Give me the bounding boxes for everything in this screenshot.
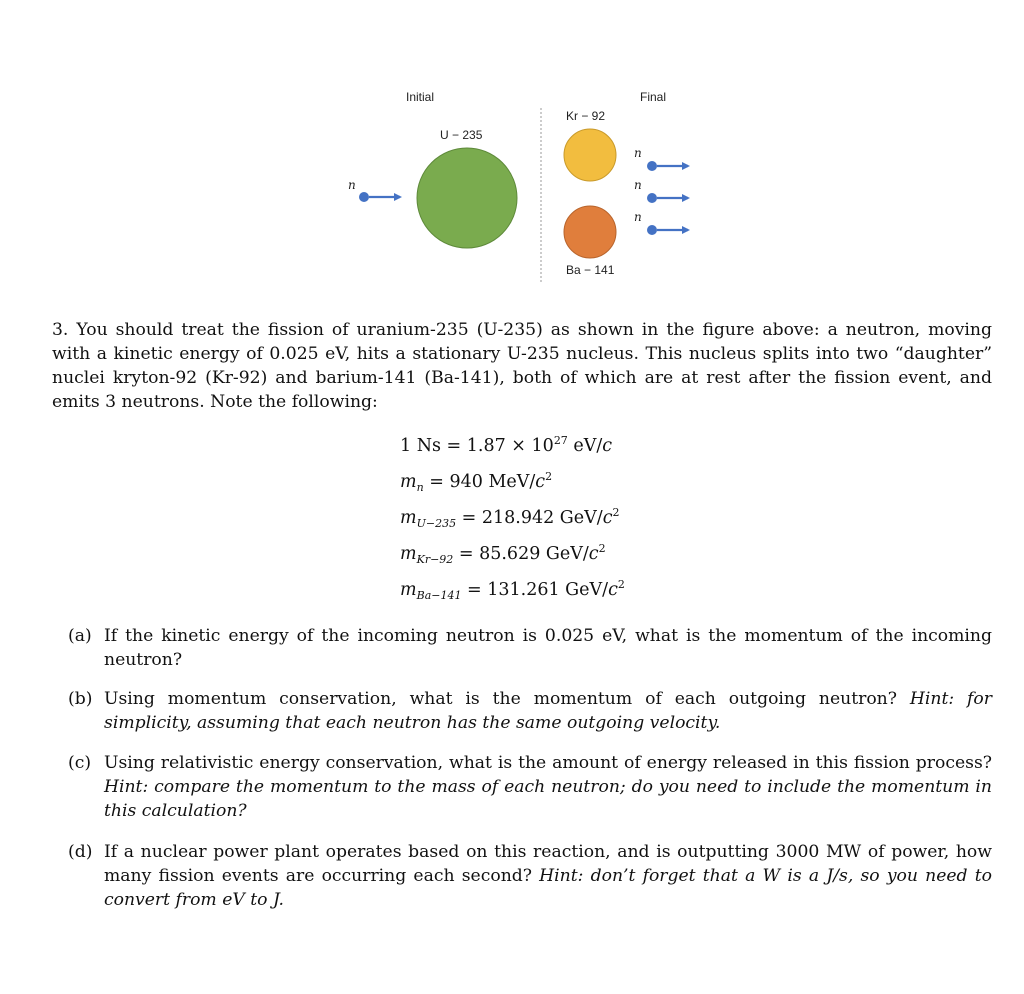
final-label: Final	[640, 90, 667, 104]
part-d-text: If a nuclear power plant operates based on this reaction, and is outputting 3000 MW of power, how many fission events are occurring each second?	[104, 842, 992, 886]
part-c	[68, 751, 992, 823]
kr92-nucleus	[564, 129, 616, 181]
eq-mass-neutron: $m_n = 940$ MeV/$c^2$	[400, 470, 553, 494]
outgoing-neutron-3	[647, 225, 657, 235]
part-b-label: (b)	[68, 689, 93, 709]
eq-mass-u235: $m_{U-235} = 218.942$ GeV/$c^2$	[400, 506, 620, 530]
eq-mass-ba141: $m_{Ba-141} = 131.261$ GeV/$c^2$	[400, 578, 625, 602]
part-b	[68, 687, 992, 735]
kr92-label: Kr − 92	[566, 109, 606, 123]
part-b-hint: Hint: for simplicity, assuming that each neutron has the same outgoing velocity.	[104, 689, 992, 733]
eq-newton-second: 1 $Ns = 1.87 \times 10^{27}$ eV/c	[400, 434, 613, 456]
part-c-label: (c)	[68, 753, 92, 773]
outgoing-neutron-2-symbol: n	[634, 178, 642, 192]
problem-statement: 3. You should treat the fission of uranium-235 (U-235) as shown in the figure above: a neutron, moving with a kinetic energy of 0.025 eV, hits a stationary U-235 nucleus. This nucleus splits into two “daughter” nuclei kryton-92 (Kr-92) and barium-141 (Ba-141), both of which are at rest after the fission event, and emits 3 neutrons. Note the following:	[52, 320, 992, 412]
part-c-hint: Hint: compare the momentum to the mass of each neutron; do you need to include the momentum in this calculation?	[104, 777, 992, 821]
initial-label: Initial	[406, 90, 435, 104]
incoming-neutron-symbol: n	[348, 178, 356, 192]
constants-block	[400, 428, 625, 608]
outgoing-neutron-2	[647, 193, 657, 203]
fission-diagram	[0, 0, 1024, 300]
u235-label: U − 235	[440, 128, 483, 142]
part-b-text: Using momentum conservation, what is the momentum of each outgoing neutron?	[104, 689, 910, 709]
outgoing-neutron-1	[647, 161, 657, 171]
incoming-neutron	[359, 192, 369, 202]
outgoing-neutron-3-symbol: n	[634, 210, 642, 224]
part-d-label: (d)	[68, 842, 93, 862]
part-c-text: Using relativistic energy conservation, what is the amount of energy released in this fission process?	[104, 753, 992, 773]
u235-nucleus	[417, 148, 517, 248]
part-d	[68, 840, 992, 912]
part-a	[68, 624, 992, 672]
part-a-label: (a)	[68, 626, 92, 646]
ba141-nucleus	[564, 206, 616, 258]
part-a-text: If the kinetic energy of the incoming neutron is 0.025 eV, what is the momentum of the incoming neutron?	[104, 626, 992, 670]
outgoing-neutron-1-symbol: n	[634, 146, 642, 160]
part-d-hint: Hint: don’t forget that a W is a J/s, so you need to convert from eV to J.	[104, 866, 992, 910]
eq-mass-kr92: $m_{Kr-92} = 85.629$ GeV/$c^2$	[400, 542, 606, 566]
ba141-label: Ba − 141	[566, 263, 615, 277]
